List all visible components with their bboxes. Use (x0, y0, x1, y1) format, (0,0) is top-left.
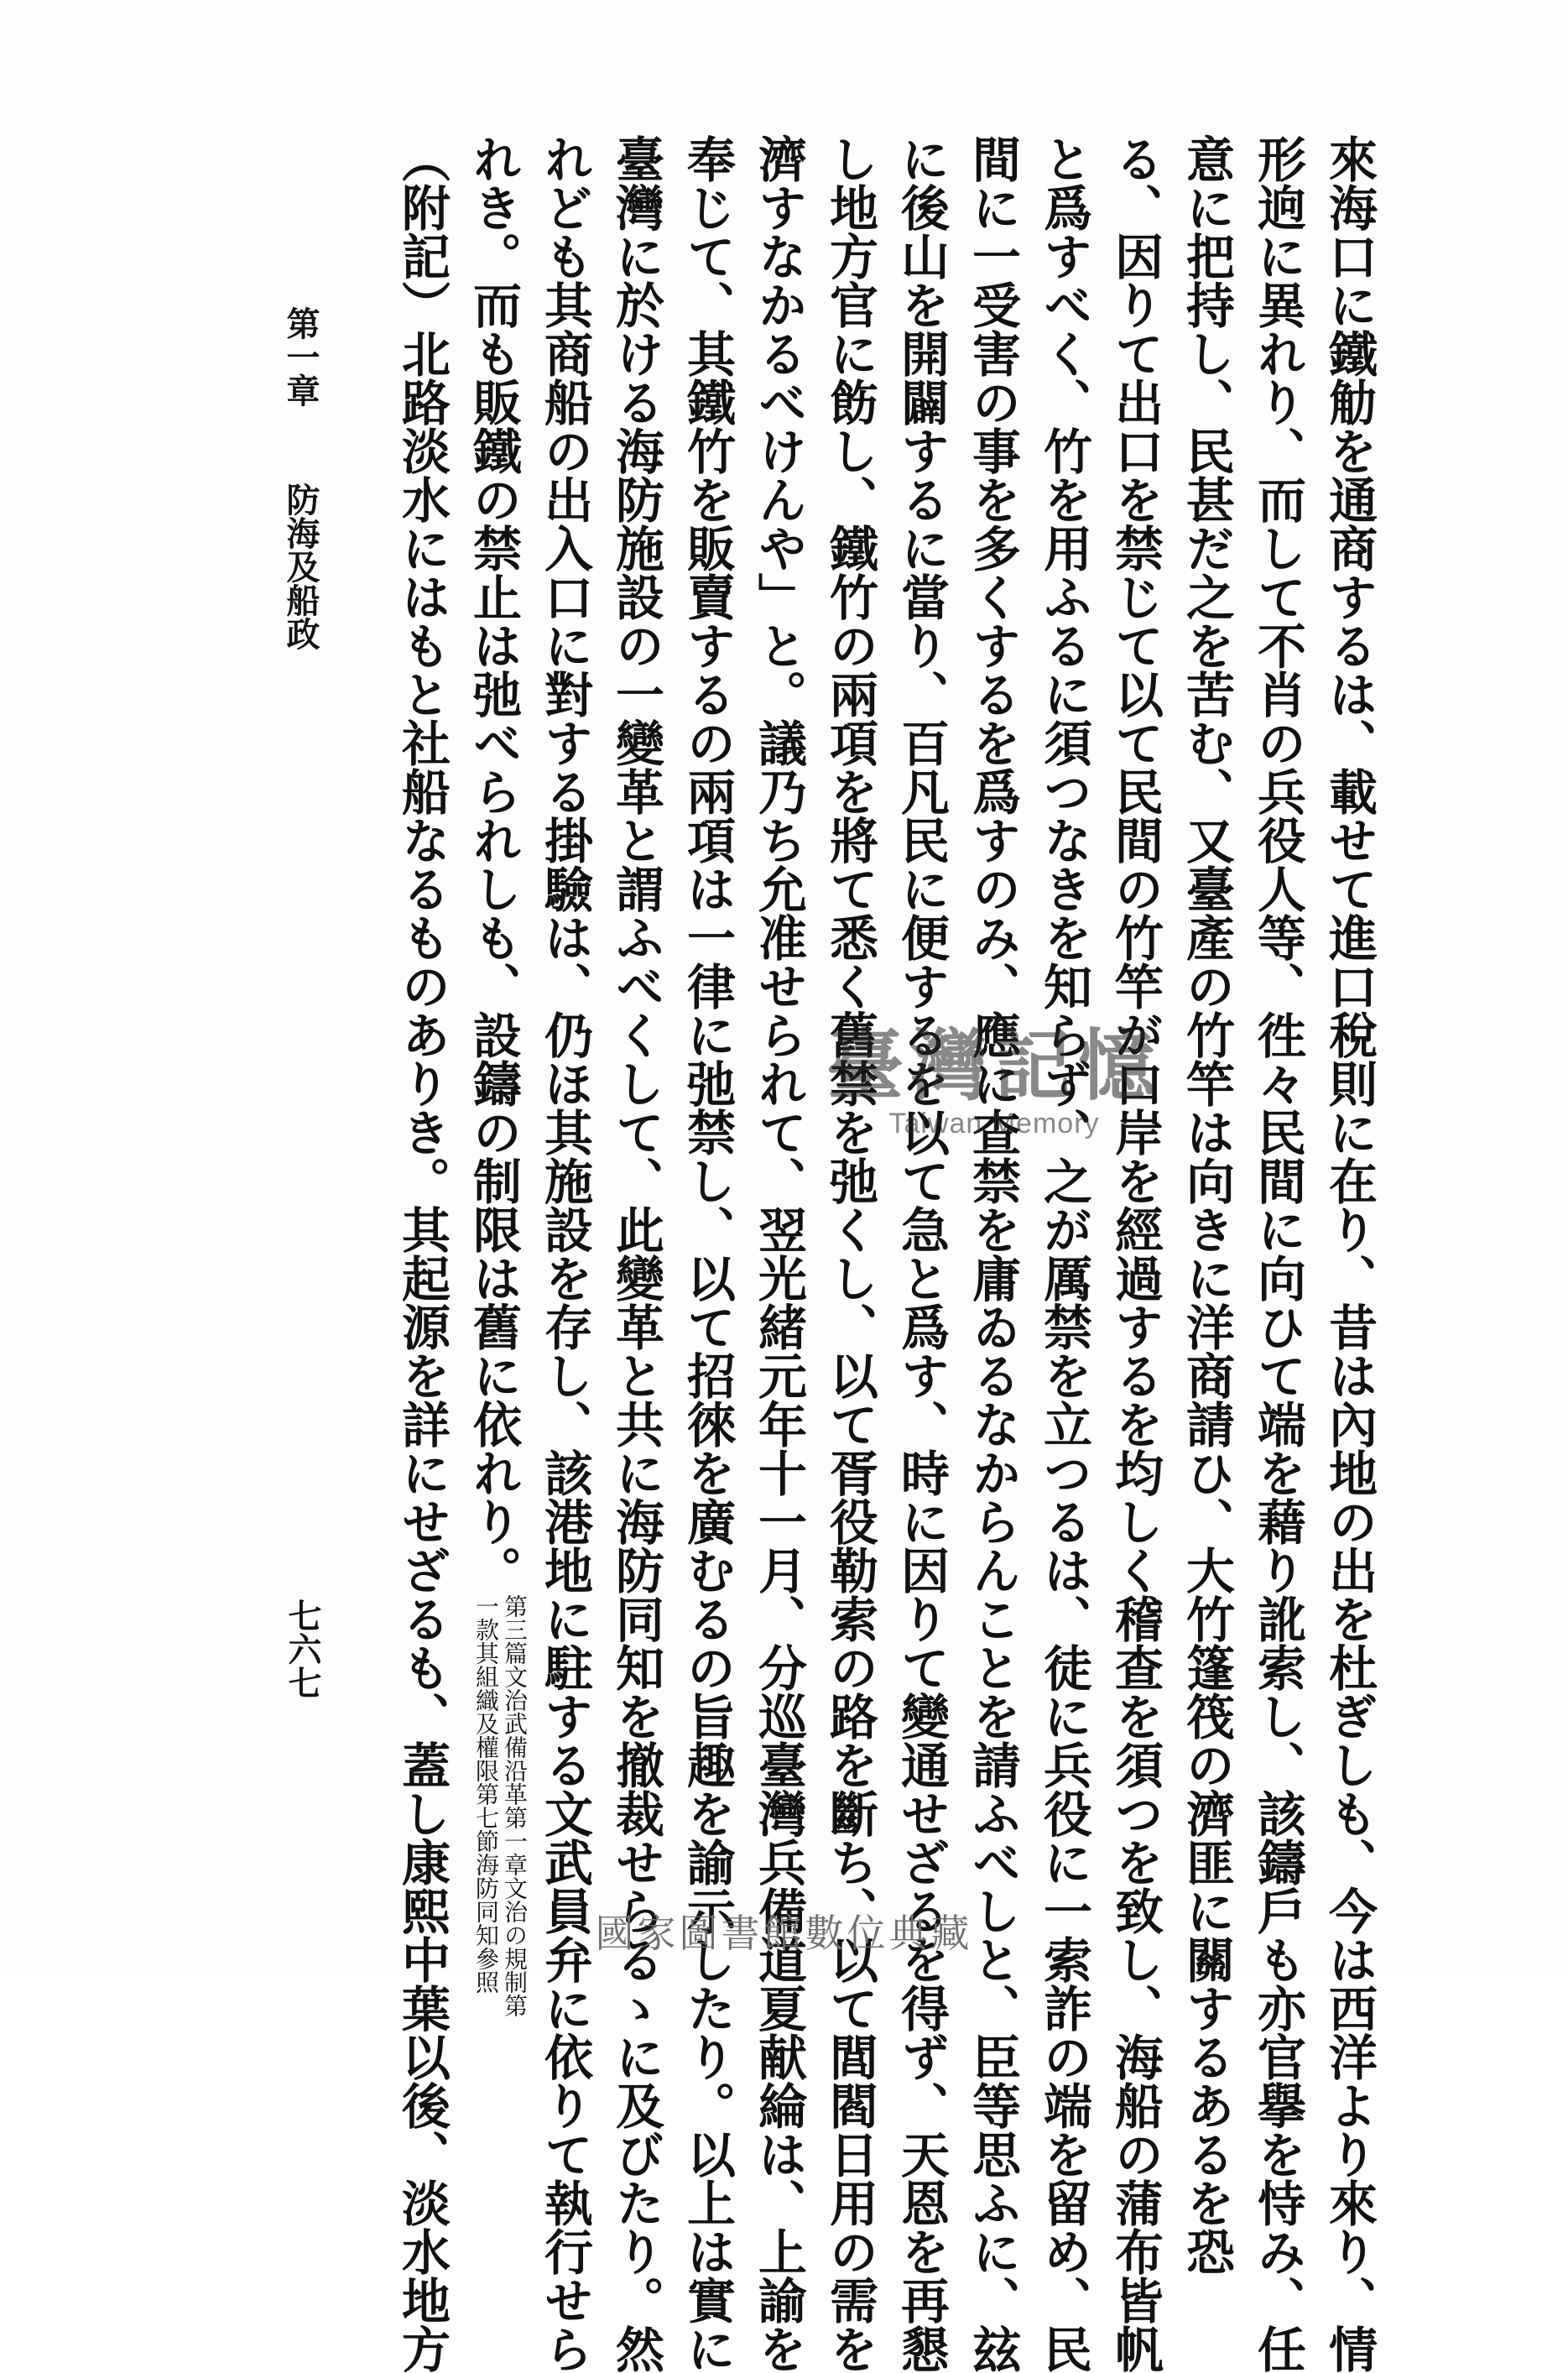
text-column-3: 意に把持し、民甚だ之を苦む、又臺產の竹竿は向きに洋商請ひ、大竹篷筏の濟匪に關するあるを恐 (1178, 134, 1235, 2276)
text-column-4: る、因りて出口を禁じて以て民間の竹竿が口岸を經過するを均しく稽查を須つを致し、海船の蒲布皆帆 (1107, 134, 1164, 2373)
text-column-11: 臺灣に於ける海防施設の一變革と謂ふべくして、此變革と共に海防同知を撤裁せらるゝに及びたり。然 (607, 134, 664, 2373)
text-column-9: 濟すなかるべけんや」と。議乃ち允准せられて、翌光緒元年十一月、分巡臺灣兵備道夏献綸は、上諭を (750, 134, 807, 2373)
chapter-title: 防海及船政 (281, 482, 320, 650)
text-column-8: し地方官に飭し、鐵竹の兩項を將て悉く舊禁を弛くし、以て胥役勒索の路を斷ち、以て閭閻日用の需を (821, 134, 878, 2373)
library-footer: 國家圖書館數位典藏 (595, 1911, 973, 1956)
inline-note: 第三篇文治武備沿革第一章文治の規制第一款其組織及權限第七節海防同知參照 (472, 1594, 529, 2017)
text-column-2: 形逈に異れり、而して不肖の兵役人等、徃々民間に向ひて端を藉り訛索し、該鑄戶も亦官擧を恃み、任 (1249, 134, 1306, 2373)
text-column-13 (457, 134, 529, 2017)
chapter-label: 第一章 (281, 306, 320, 407)
text-column-7: に後山を開闢するに當り、百凡民に便するを以て急と爲す、時に因りて變通せざるを得ず、天恩を再懇 (893, 134, 950, 2373)
text-column-10: 奉じて、其鐵竹を販賣するの兩項は一律に弛禁し、以て招徠を廣むるの旨趣を諭示したり。以上は實に (679, 134, 736, 2373)
text-column-6: 間に一受害の事を多くするを爲すのみ、應に查禁を庸ゐるなからんことを請ふべしと、臣等思ふに、玆 (964, 134, 1021, 2373)
watermark-english: Taiwan Memory (888, 1108, 1100, 1140)
text-column-13-main: れき。而も販鐵の禁止は弛べられしも、設鑄の制限は舊に依れり。 (465, 134, 522, 1594)
text-column-14: （附記）北路淡水にはもと社船なるものありき。其起源を詳にせざるも、蓋し康熙中葉以後、淡水地方 (393, 134, 451, 2373)
page-number: 七六七 (283, 1599, 322, 1699)
text-column-5: と爲すべく、竹を用ふるに須つなきを知らず、之が厲禁を立つるは、徒に兵役に一索詐の端を留め、民 (1035, 134, 1092, 2373)
running-head (277, 306, 325, 650)
text-column-1: 來海口に鐵觔を通商するは、載せて進口稅則に在り、昔は內地の出を杜ぎしも、今は西洋より來り、情 (1321, 134, 1378, 2373)
watermark-chinese: 臺灣記憶 (826, 1020, 1162, 1111)
text-column-12: れども其商船の出入口に對する掛驗は、仍ほ其施設を存し、該港地に駐する文武員弁に依りて執行せら (536, 134, 593, 2373)
